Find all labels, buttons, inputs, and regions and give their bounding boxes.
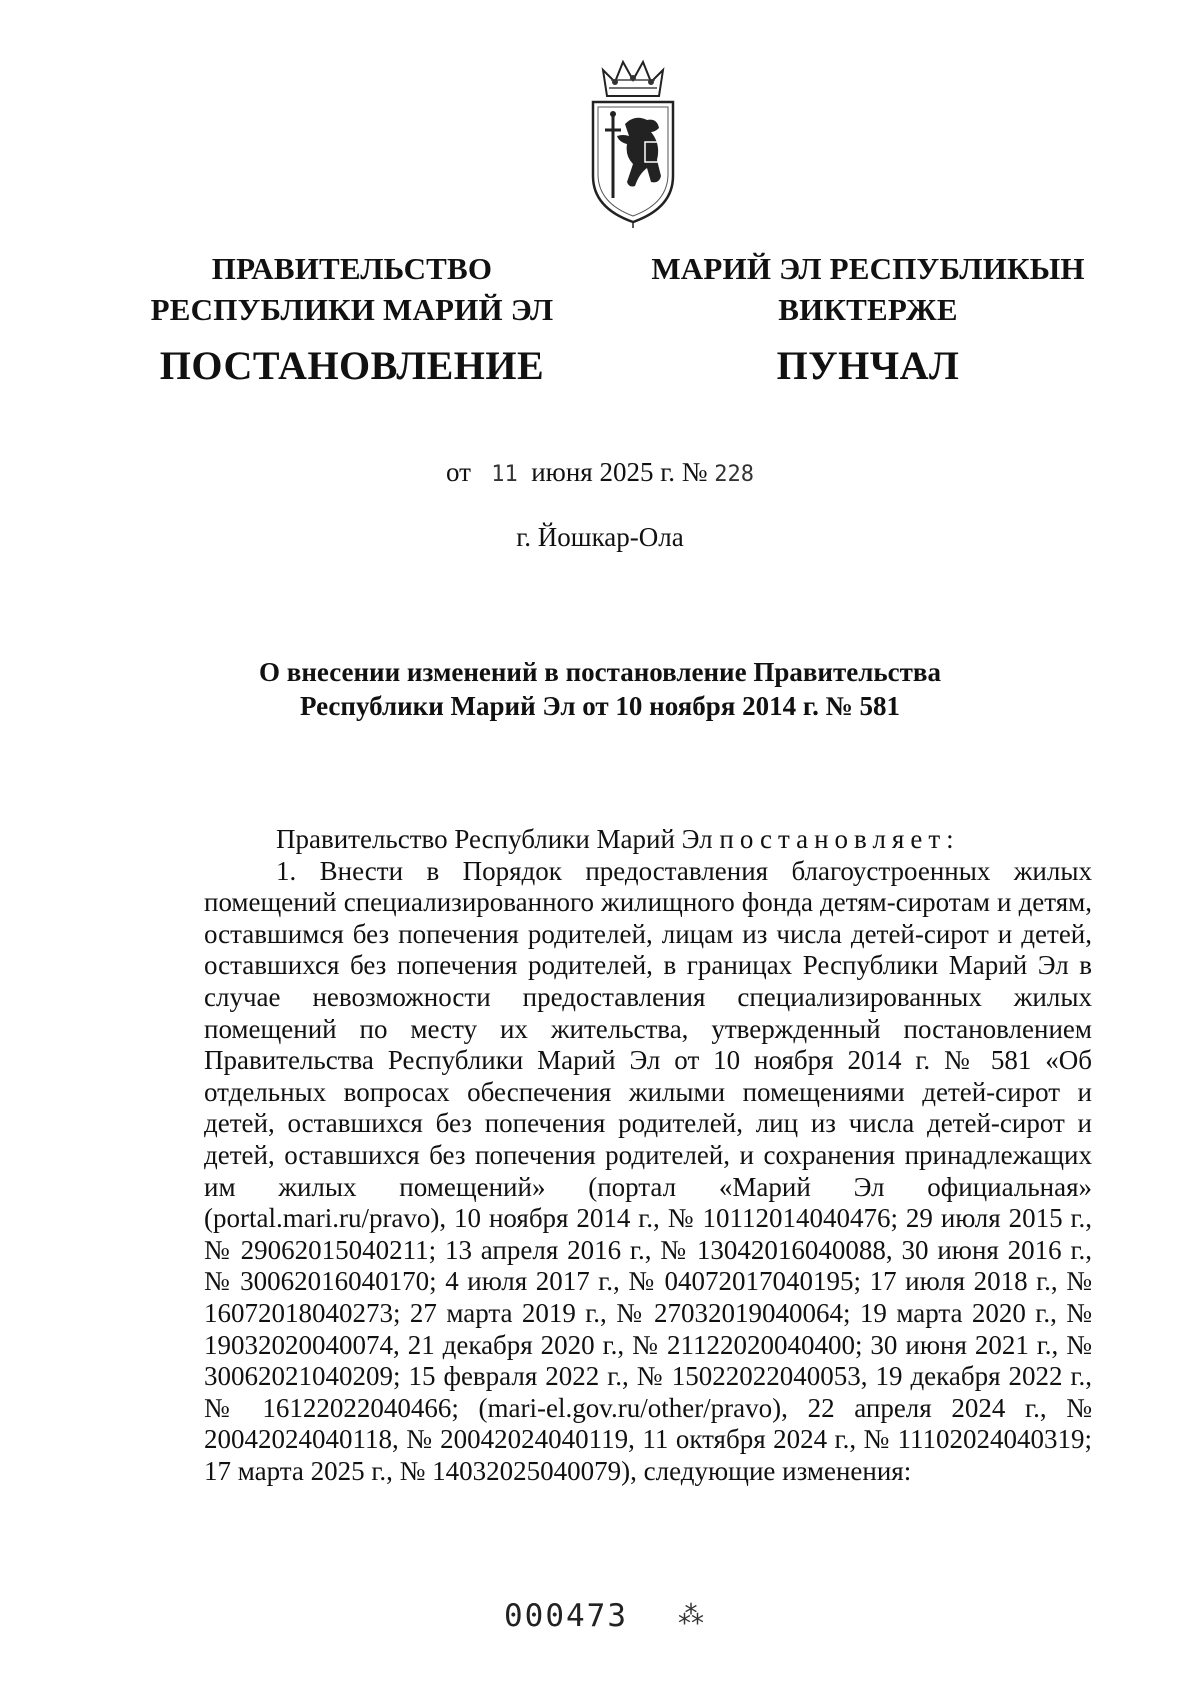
body-intro bbox=[204, 824, 1092, 856]
document-body bbox=[204, 824, 1092, 1487]
header-right-line1: МАРИЙ ЭЛ РЕСПУБЛИКЫН bbox=[651, 251, 1085, 286]
header-left-doc-type: ПОСТАНОВЛЕНИЕ bbox=[159, 343, 545, 388]
header-left-line2: РЕСПУБЛИКИ МАРИЙ ЭЛ bbox=[150, 292, 554, 327]
document-date-line bbox=[0, 456, 1200, 491]
date-prefix: от bbox=[446, 457, 471, 487]
header-left-line1: ПРАВИТЕЛЬСТВО bbox=[211, 251, 493, 286]
title-line1: О внесении изменений в постановление Правительства bbox=[259, 657, 941, 687]
title-line2: Республики Марий Эл от 10 ноября 2014 г. № 581 bbox=[299, 691, 901, 721]
date-month-year: июня 2025 г. bbox=[531, 457, 675, 487]
intro-verb: постановляет: bbox=[719, 824, 960, 854]
city: г. Йошкар-Ола bbox=[516, 522, 684, 552]
header-right-line2: ВИКТЕРЖЕ bbox=[778, 292, 958, 327]
asterisk-mark-icon: ⁂ bbox=[678, 1601, 704, 1631]
coat-of-arms-icon bbox=[585, 58, 681, 228]
date-day: 11 bbox=[491, 462, 518, 487]
header-right-doc-type: ПУНЧАЛ bbox=[776, 343, 960, 388]
body-paragraph-1: 1. Внести в Порядок предоставления благоустроенных жилых помещений специализированного жилищного фонда детям-сиротам и детям, оставшимся без попечения родителей, лицам из числа детей-сирот и детей, оставшихся без попечения родителей, в границах Республики Марий Эл в случае невозможности предоставления специализированных жилых помещений по месту их жительства, утвержденный постановлением Правительства Республики Марий Эл от 10 ноября 2014 г. № 581 «Об отдельных вопросах обеспечения жилыми помещениями детей-сирот и детей, оставшихся без попечения родителей, лиц из числа детей-сирот и детей, оставшихся без попечения родителей, и сохранения принадлежащих им жилых помещений» (портал «Марий Эл официальная» (portal.mari.ru/pravo), 10 ноября 2014 г., № 10112014040476; 29 июля 2015 г., № 29062015040211; 13 апреля 2016 г., № 13042016040088, 30 июня 2016 г., № 30062016040170; 4 июля 2017 г., № 04072017040195; 17 июля 2018 г., № 16072018040273; 27 марта 2019 г., № 27032019040064; 19 марта 2020 г., № 19032020040074, 21 декабря 2020 г., № 21122020040400; 30 июня 2021 г., № 30062021040209; 15 февраля 2022 г., № 15022022040053, 19 декабря 2022 г., № 16122022040466; (mari-el.gov.ru/other/pravo), 22 апреля 2024 г., № 20042024040118, № 20042024040119, 11 октября 2024 г., № 11102024040319; 17 марта 2025 г., № 14032025040079), следующие изменения: bbox=[204, 855, 1092, 1486]
header-right bbox=[588, 248, 1148, 388]
document-title bbox=[150, 655, 1050, 723]
document-number: 228 bbox=[714, 462, 754, 487]
number-sign: № bbox=[681, 457, 708, 487]
serial-number: 000473 bbox=[504, 1598, 628, 1634]
intro-start: Правительство Республики Марий Эл bbox=[276, 824, 720, 854]
header-left bbox=[72, 248, 632, 388]
